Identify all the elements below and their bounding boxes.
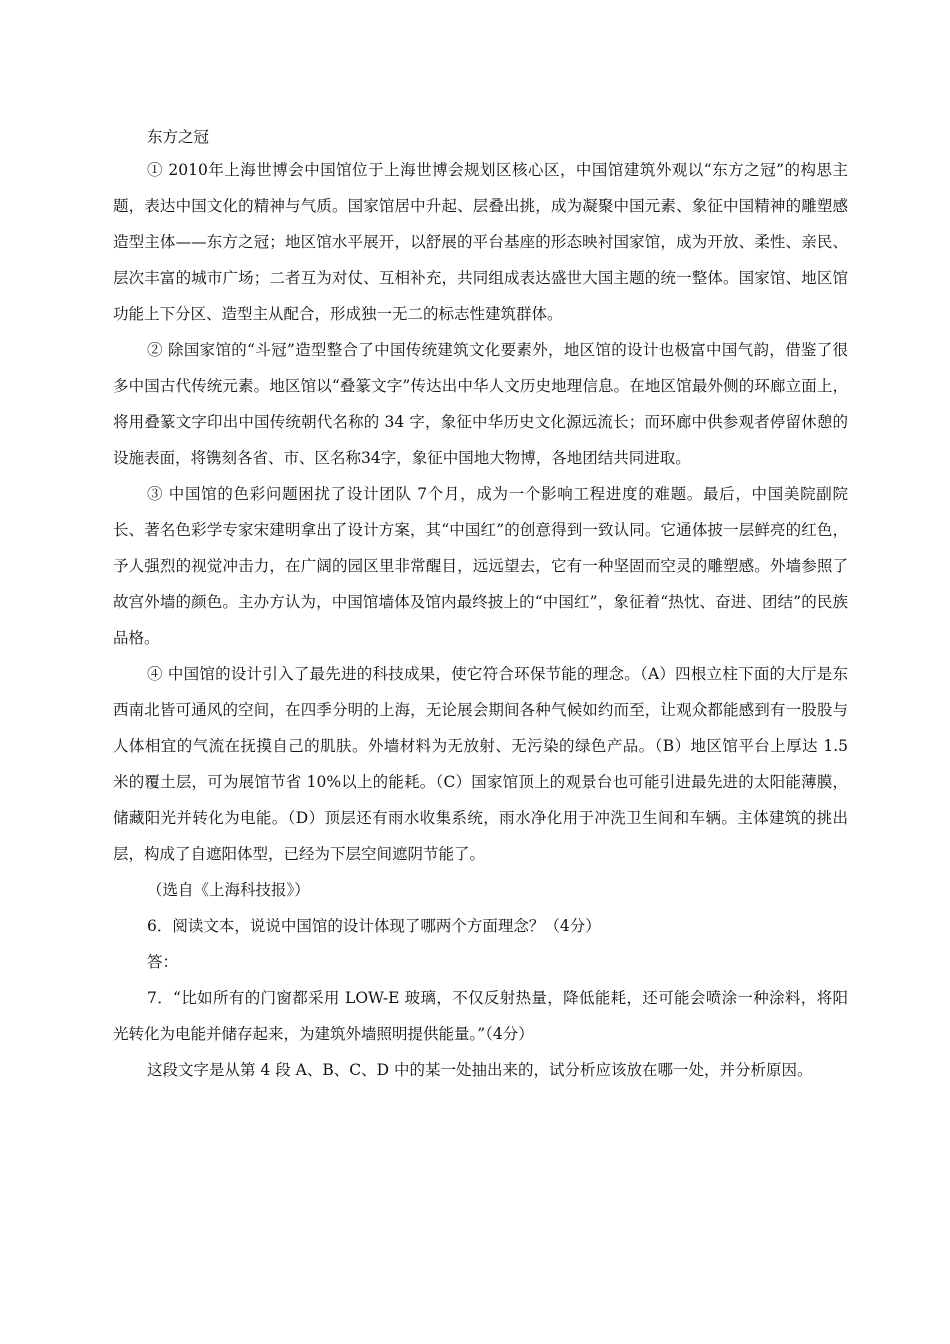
article-paragraph-2: ② 除国家馆的“斗冠”造型整合了中国传统建筑文化要素外，地区馆的设计也极富中国气韵，借鉴了很多中国古代传统元素。地区馆以“叠篆文字”传达出中华人文历史地理信息。在地区馆最外侧的环廊立面上，将用叠篆文字印出中国传统朝代名称的 34 字，象征中华历史文化源远流长；而环廊中供参观者停留休憩的设施表面，将镌刻各省、市、区名称34字，象征中国地大物博，各地团结共同进取。 (113, 341, 848, 467)
article-title: 东方之冠 (147, 128, 210, 146)
question-7: 7．“比如所有的门窗都采用 LOW-E 玻璃，不仅反射热量，降低能耗，还可能会喷涂一种涂料，将阳光转化为电能并储存起来，为建筑外墙照明提供能量。”（4分） (113, 989, 848, 1043)
question-6-answer-label: 答： (147, 953, 179, 971)
article-paragraph-4: ④ 中国馆的设计引入了最先进的科技成果，使它符合环保节能的理念。（A）四根立柱下面的大厅是东西南北皆可通风的空间，在四季分明的上海，无论展会期间各种气候如约而至，让观众都能感到有一股股与人体相宜的气流在抚摸自己的肌肤。外墙材料为无放射、无污染的绿色产品。（B）地区馆平台上厚达 1.5 米的覆土层，可为展馆节省 10%以上的能耗。（C）国家馆顶上的观景台也可能引进最先进的太阳能薄膜，储藏阳光并转化为电能。（D）顶层还有雨水收集系统，雨水净化用于冲洗卫生间和车辆。主体建筑的挑出层，构成了自遮阳体型，已经为下层空间遮阴节能了。 (113, 665, 848, 863)
article-source: （选自《上海科技报》） (147, 881, 310, 899)
article-paragraph-1: ① 2010年上海世博会中国馆位于上海世博会规划区核心区，中国馆建筑外观以“东方之冠”的构思主题，表达中国文化的精神与气质。国家馆居中升起、层叠出挑，成为凝聚中国元素、象征中国精神的雕塑感造型主体——东方之冠；地区馆水平展开，以舒展的平台基座的形态映衬国家馆，成为开放、柔性、亲民、层次丰富的城市广场；二者互为对仗、互相补充，共同组成表达盛世大国主题的统一整体。国家馆、地区馆功能上下分区、造型主从配合，形成独一无二的标志性建筑群体。 (113, 161, 848, 323)
article-paragraph-3: ③ 中国馆的色彩问题困扰了设计团队 7个月，成为一个影响工程进度的难题。最后，中国美院副院长、著名色彩学专家宋建明拿出了设计方案，其“中国红”的创意得到一致认同。它通体披一层鲜亮的红色，予人强烈的视觉冲击力，在广阔的园区里非常醒目，远远望去，它有一种坚固而空灵的雕塑感。外墙参照了故宫外墙的颜色。主办方认为，中国馆墙体及馆内最终披上的“中国红”，象征着“热忱、奋进、团结”的民族品格。 (113, 485, 848, 647)
document-body (113, 123, 848, 1088)
question-6: 6．阅读文本，说说中国馆的设计体现了哪两个方面理念？（4分） (147, 917, 601, 935)
question-7-instruction: 这段文字是从第 4 段 A、B、C、D 中的某一处抽出来的，试分析应该放在哪一处，并分析原因。 (147, 1061, 813, 1079)
